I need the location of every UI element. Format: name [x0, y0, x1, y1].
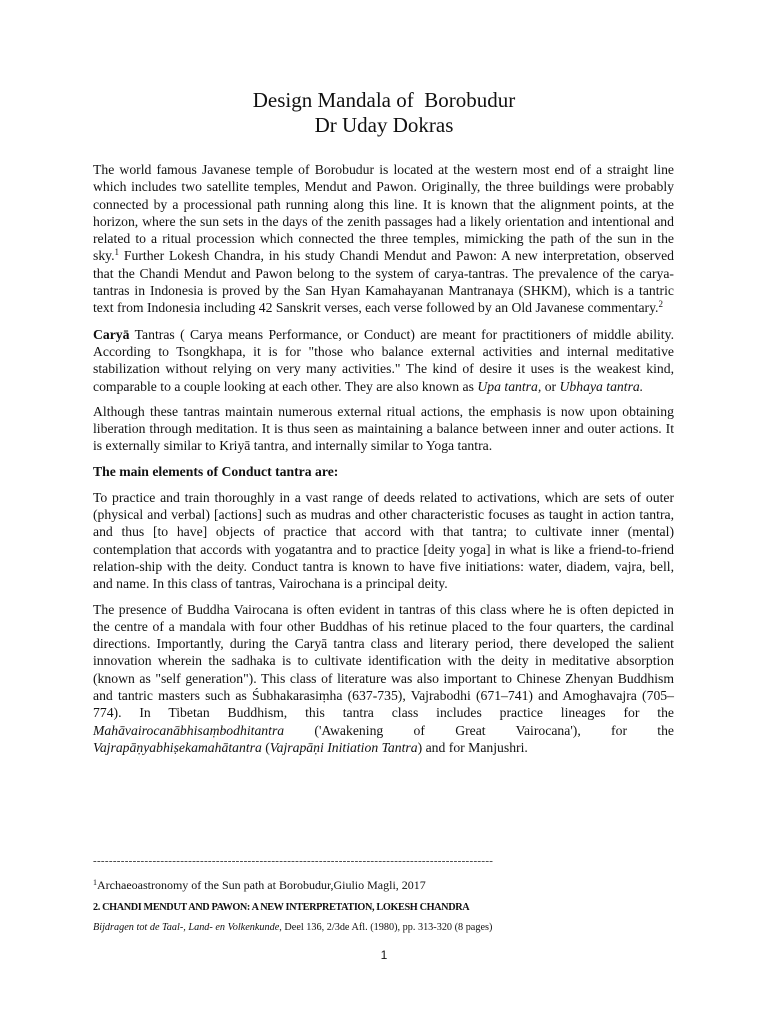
paragraph-intro-text: The world famous Javanese temple of Borobudur is located at the western most end of a straight line which includes two satellite temples, Mendut and Pawon. Originally, the three buildings were probably connected by a processional path running along this line. It is known that the alignment points, at the horizon, where the sun sets in the days of the zenith passages had a likely orientation and intentional and related to a ritual procession which connected the three temples, mimicking the path of the sun in the sky.	[93, 162, 674, 264]
work-title-vajrapany: Vajrapāṇyabhiṣekamahātantra	[93, 739, 262, 755]
document-title: Design Mandala of Borobudur	[252, 88, 516, 112]
alt-name-ubhaya: Ubhaya tantra.	[559, 378, 644, 394]
journal-title: Bijdragen tot de Taal-, Land- en Volkenkunde	[93, 921, 280, 933]
footnote-1-text: Archaeoastronomy of the Sun path at Borobudur,Giulio Magli, 2017	[97, 878, 426, 892]
paragraph-vairocana-end: ) and for Manjushri.	[417, 739, 528, 755]
paragraph-carya	[93, 326, 674, 395]
document-body	[93, 161, 674, 765]
section-heading: The main elements of Conduct tantra are:	[93, 463, 339, 479]
footnote-separator: -----------------------------------------------------------------------------------------------------	[93, 855, 494, 867]
paren-open: (	[261, 739, 270, 755]
paragraph-vairocana-mid: ('Awakening of Great Vairocana'), for the	[284, 722, 674, 738]
term-carya: Caryā	[93, 326, 130, 342]
alt-name-upa: Upa tantra,	[477, 378, 542, 394]
footnote-ref-2[interactable]: 2	[658, 299, 663, 310]
paragraph-vairocana	[93, 601, 674, 757]
paragraph-intro-text-2: Further Lokesh Chandra, in his study Chandi Mendut and Pawon: A new interpretation, observed that the Chandi Mendut and Pawon belong to the system of carya-tantras. The prevalence of the carya-tantras in Indonesia is proved by the San Hyan Kamahayanan Mantranaya (SHKM), which is a tantric text from Indonesia including 42 Sanskrit verses, each verse followed by an Old Javanese commentary.	[93, 248, 674, 316]
paragraph-liberation: Although these tantras maintain numerous external ritual actions, the emphasis is now upon obtaining liberation through meditation. It is thus seen as maintaining a balance between inner and outer actions. It is externally similar to Kriyā tantra, and internally similar to Yoga tantra.	[93, 403, 674, 454]
document-author: Dr Uday Dokras	[314, 113, 454, 137]
footnote-2: 2. CHANDI MENDUT AND PAWON: A NEW INTERPRETATION, LOKESH CHANDRA	[93, 901, 470, 913]
footnote-1	[93, 878, 426, 893]
work-title-vajrapani-initiation: Vajrapāṇi Initiation Tantra	[269, 739, 418, 755]
work-title-mahavairocana: Mahāvairocanābhisaṃbodhitantra	[93, 722, 285, 738]
journal-details: , Deel 136, 2/3de Afl. (1980), pp. 313-320 (8 pages)	[279, 921, 493, 933]
paragraph-carya-text: Tantras ( Carya means Performance, or Conduct) are meant for practitioners of middle ability. According to Tsongkhapa, it is for "those who balance external activities and internal meditative stabilization without relying on very many activities." The kind of desire it uses is the weakest kind, comparable to a couple looking at each other. They are also known as	[93, 326, 674, 394]
footnote-1-marker: 1	[93, 878, 97, 887]
footnote-2-source	[93, 921, 492, 933]
paragraph-vairocana-text: The presence of Buddha Vairocana is often evident in tantras of this class where he is often depicted in the centre of a mandala with four other Buddhas of his retinue placed to the four quarters, the cardinal directions. Importantly, during the Caryā tantra class and literary period, there developed the salient innovation wherein the sadhaka is to cultivate identification with the deity in meditative absorption (known as "self generation"). This class of literature was also important to Chinese Zhenyan Buddhism and tantric masters such as Śubhakarasiṃha (637-735), Vajrabodhi (671–741) and Amoghavajra (705–774). In Tibetan Buddhism, this tantra class includes practice lineages for the	[93, 601, 674, 721]
conjunction-or: or	[541, 378, 560, 394]
page-number: 1	[380, 948, 388, 962]
footnote-ref-1[interactable]: 1	[114, 247, 120, 258]
paragraph-conduct-elements: To practice and train thoroughly in a vast range of deeds related to activations, which are sets of outer (physical and verbal) [actions] such as mudras and other characteristic focuses as taught in action tantra, and thus [to have] objects of practice that accord with that tantra; to cultivate inner (mental) contemplation that accords with yogatantra and to practice [deity yoga] in what is like a friend-to-friend relation-ship with the deity. Conduct tantra is known to have five initiations: water, diadem, vajra, bell, and name. In this class of tantras, Vairochana is a principal deity.	[93, 489, 674, 592]
paragraph-intro	[93, 161, 674, 317]
title-block	[0, 88, 768, 138]
